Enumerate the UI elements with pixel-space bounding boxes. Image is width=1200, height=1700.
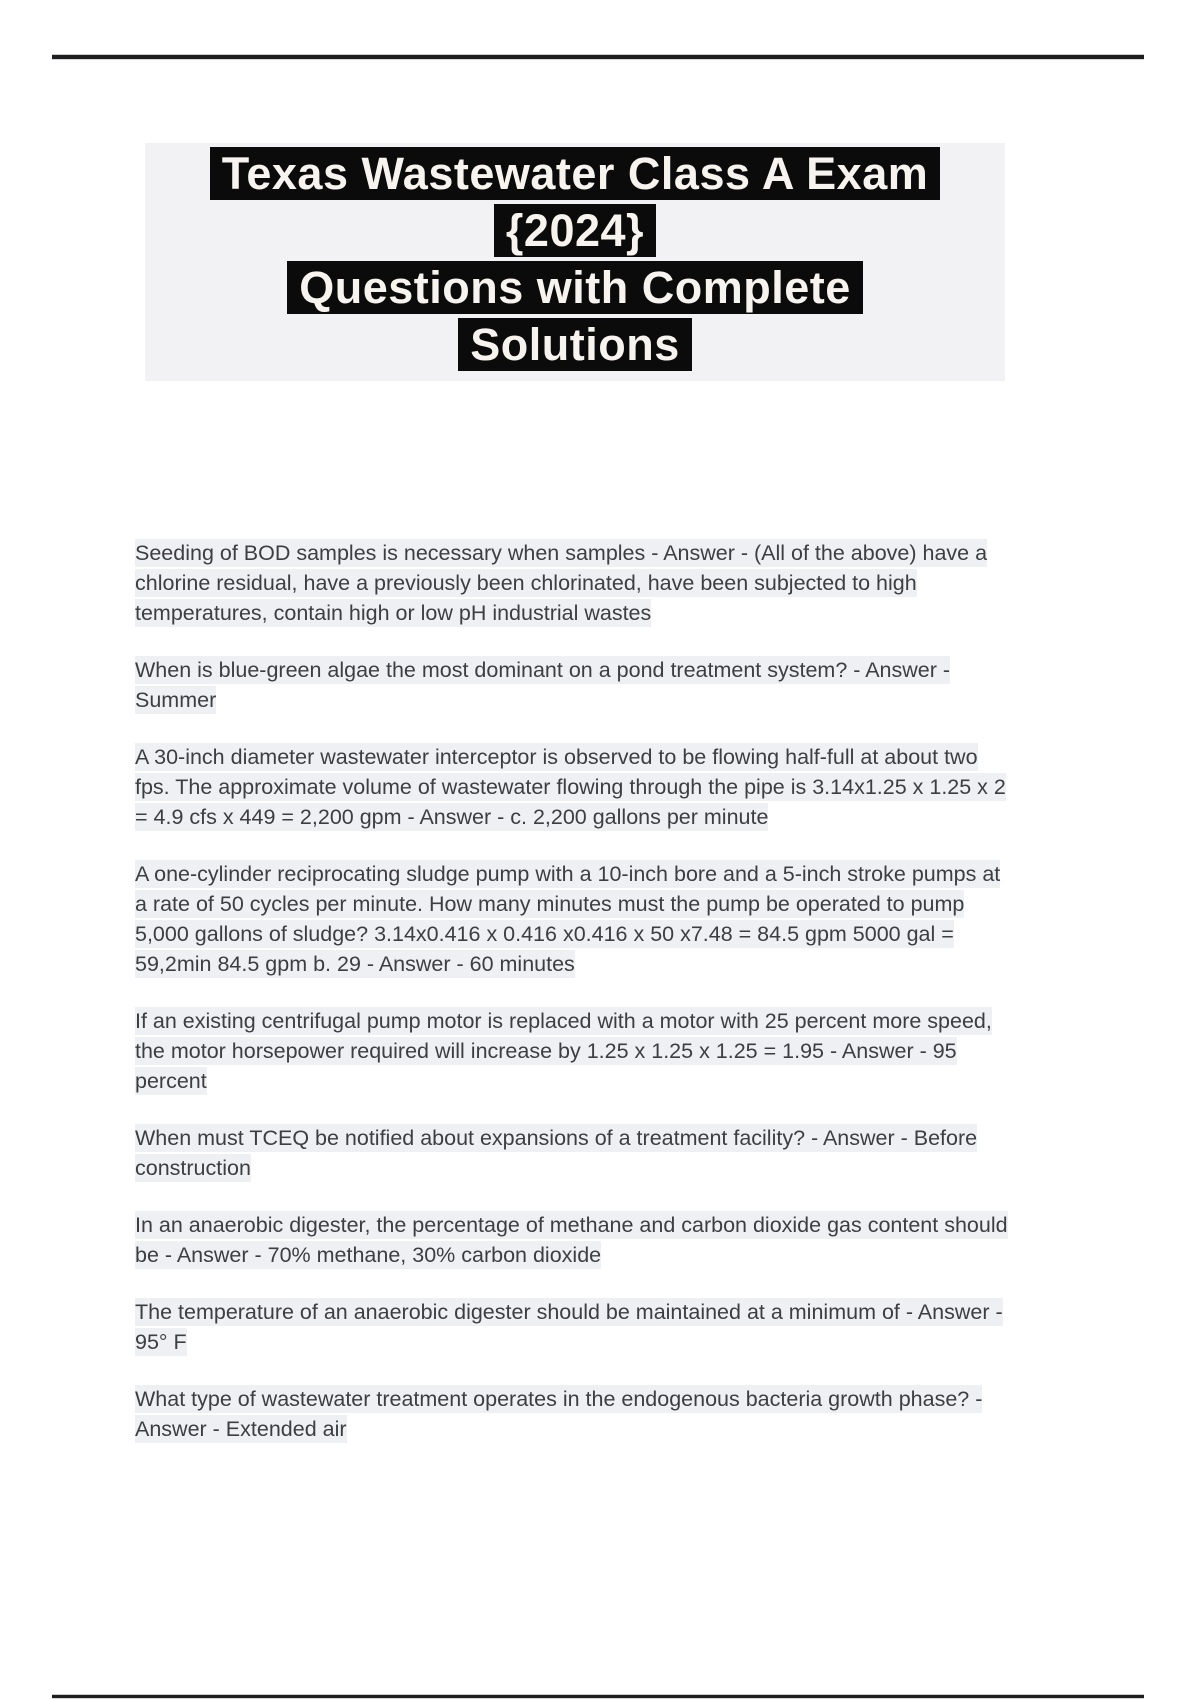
title-line-3-text: Questions with Complete [287,261,863,314]
title-line-4 [145,316,1005,373]
title-line-4-text: Solutions [458,318,691,371]
qa-paragraph: When must TCEQ be notified about expansions of a treatment facility? - Answer - Before construction [135,1126,978,1180]
qa-content [135,538,1010,1471]
qa-paragraph: A one-cylinder reciprocating sludge pump with a 10-inch bore and a 5-inch stroke pumps at a rate of 50 cycles per minute. How many minutes must the pump be operated to pump 5,000 gallons of sludge? 3.14x0.416 x 0.416 x0.416 x 50 x7.48 = 84.5 gpm 5000 gal = 59,2min 84.5 gpm b. 29 - Answer - 60 minutes [135,862,1001,976]
qa-paragraph: What type of wastewater treatment operates in the endogenous bacteria growth phase? - Answer - Extended air [135,1387,983,1441]
title-line-1 [145,145,1005,202]
qa-paragraph: Seeding of BOD samples is necessary when samples - Answer - (All of the above) have a chlorine residual, have a previously been chlorinated, have been subjected to high temperatures, contain high or low pH industrial wastes [135,541,988,625]
qa-paragraph: When is blue-green algae the most dominant on a pond treatment system? - Answer - Summer [135,658,951,712]
top-horizontal-rule [52,55,1144,59]
title-line-3 [145,259,1005,316]
bottom-horizontal-rule [52,1695,1144,1698]
qa-paragraph: In an anaerobic digester, the percentage of methane and carbon dioxide gas content should be - Answer - 70% methane, 30% carbon dioxide [135,1213,1008,1267]
title-line-2 [145,202,1005,259]
qa-paragraph: If an existing centrifugal pump motor is replaced with a motor with 25 percent more speed, the motor horsepower required will increase by 1.25 x 1.25 x 1.25 = 1.95 - Answer - 95 percent [135,1009,992,1093]
title-block [145,143,1005,381]
title-line-1-text: Texas Wastewater Class A Exam [210,147,941,200]
qa-paragraph: The temperature of an anaerobic digester should be maintained at a minimum of - Answer - 95° F [135,1300,1003,1354]
qa-paragraph: A 30-inch diameter wastewater interceptor is observed to be flowing half-full at about two fps. The approximate volume of wastewater flowing through the pipe is 3.14x1.25 x 1.25 x 2 = 4.9 cfs x 449 = 2,200 gpm - Answer - c. 2,200 gallons per minute [135,745,1006,829]
title-line-2-text: {2024} [494,204,656,257]
